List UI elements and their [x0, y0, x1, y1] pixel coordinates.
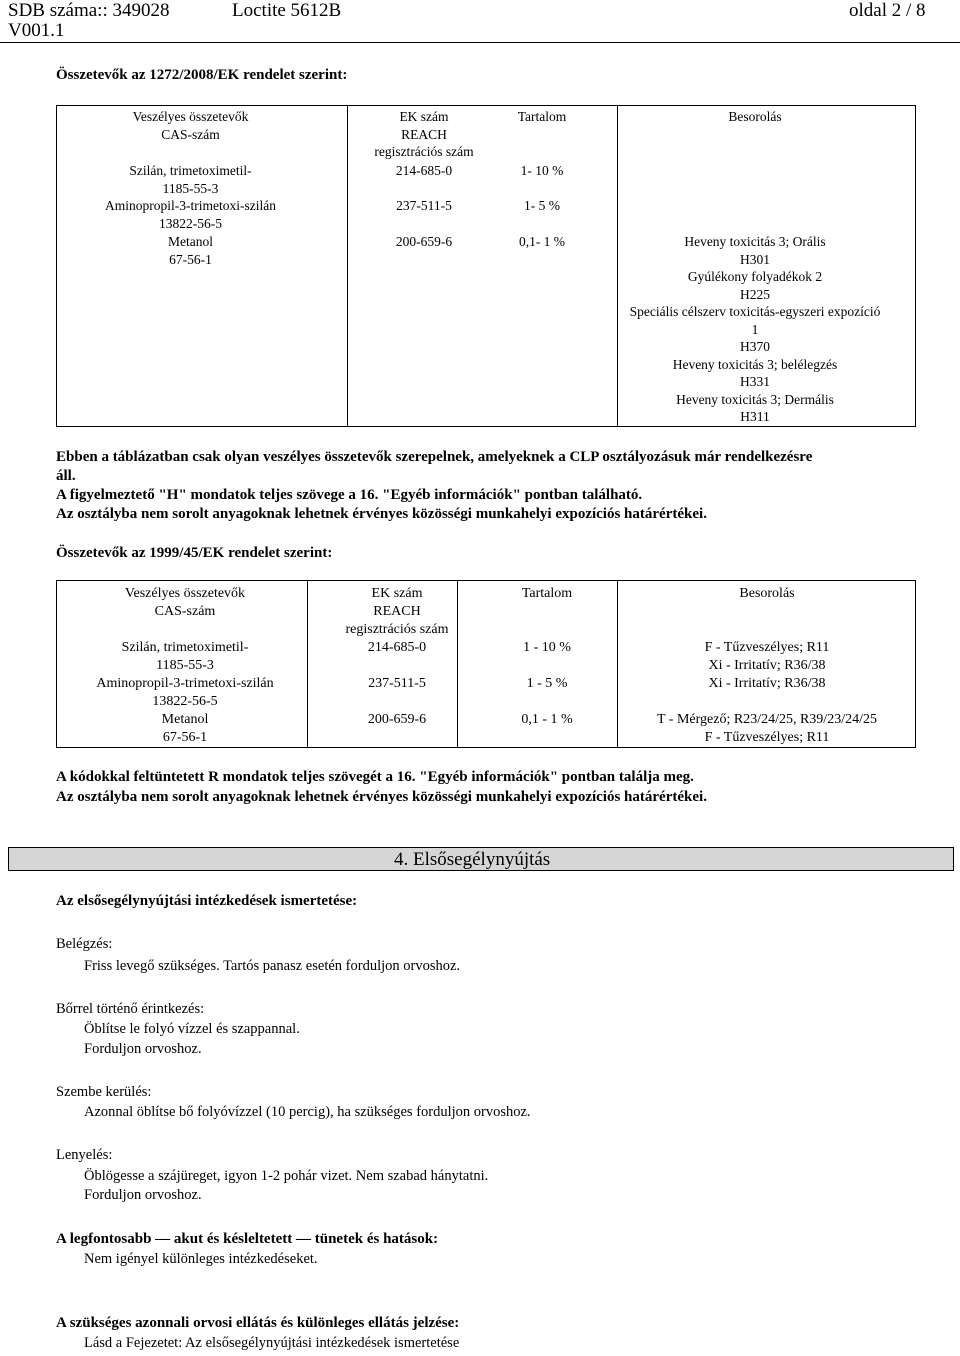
header-hazardous: Veszélyes összetevők — [132, 109, 249, 124]
ingredient-ec: 214-685-0 — [367, 640, 427, 655]
header-classification: Besorolás — [728, 109, 782, 124]
header-ec: EK szám — [399, 109, 449, 124]
ingredients-table-1272 — [56, 105, 916, 427]
note-exposure-limits: Az osztályba nem sorolt anyagoknak lehetnek érvényes közösségi munkahelyi expozíciós határértékei. — [56, 506, 707, 522]
ingestion-text: Öblögesse a szájüreget, igyon 1-2 pohár vizet. Nem szabad hánytatni. — [84, 1168, 489, 1184]
skin-contact-label: Bőrrel történő érintkezés: — [56, 1001, 205, 1017]
ingredient-cas: 67-56-1 — [162, 730, 208, 745]
ingredient-cas: 13822-56-5 — [159, 215, 222, 231]
medical-care-text: Lásd a Fejezetet: Az elsősegélynyújtási intézkedések ismertetése — [84, 1335, 460, 1351]
note-h-statements: A figyelmeztető "H" mondatok teljes szövege a 16. "Egyéb információk" pontban található. — [56, 487, 643, 503]
ingredient-cas: 13822-56-5 — [152, 694, 218, 709]
section-1272-title: Összetevők az 1272/2008/EK rendelet szerint: — [56, 67, 348, 83]
version: V001.1 — [8, 20, 65, 41]
classification-line: 1 — [751, 321, 759, 337]
classification-line: Heveny toxicitás 3; belélegzés — [672, 356, 838, 372]
note-r-phrases: A kódokkal feltüntetett R mondatok teljes szövegét a 16. "Egyéb információk" pontban találja meg. — [56, 769, 694, 785]
ingredient-cas: 1185-55-3 — [162, 180, 219, 196]
eye-contact-text: Azonnal öblítse bő folyóvízzel (10 percig), ha szükséges forduljon orvoshoz. — [84, 1104, 531, 1120]
ingredient-name: Aminopropil-3-trimetoxi-szilán — [96, 676, 274, 691]
sds-number: SDB száma:: 349028 — [8, 0, 170, 21]
ingestion-label: Lenyelés: — [56, 1147, 113, 1163]
header-ec: EK szám — [371, 586, 423, 601]
classification-line: Heveny toxicitás 3; Orális — [684, 234, 826, 249]
eye-contact-label: Szembe kerülés: — [56, 1084, 152, 1100]
ingredient-content: 1 - 5 % — [526, 676, 568, 691]
ingredient-name: Szilán, trimetoximetil- — [121, 640, 249, 655]
header-divider — [0, 42, 960, 43]
ingredient-name: Aminopropil-3-trimetoxi-szilán — [105, 198, 276, 213]
header-reg-number: regisztrációs szám — [374, 144, 474, 159]
ingredient-ec: 237-511-5 — [368, 676, 426, 691]
classification-line: Xi - Irritatív; R36/38 — [708, 676, 826, 691]
header-cas: CAS-szám — [161, 126, 220, 142]
header-classification: Besorolás — [739, 586, 795, 601]
ingredient-ec: 200-659-6 — [367, 712, 427, 727]
classification-line: Speciális célszerv toxicitás-egyszeri expozíció — [629, 304, 881, 319]
classification-line: Xi - Irritatív; R36/38 — [708, 658, 826, 673]
ingredient-ec: 237-511-5 — [396, 198, 452, 213]
classification-line: Gyúlékony folyadékok 2 — [687, 269, 823, 284]
header-content: Tartalom — [517, 109, 567, 124]
ingredient-cas: 1185-55-3 — [156, 658, 214, 673]
header-reach: REACH — [401, 126, 447, 142]
note-clp: Ebben a táblázatban csak olyan veszélyes összetevők szerepelnek, amelyeknek a CLP osztályozásuk már rendelkezésre — [56, 449, 813, 465]
note-exposure-limits: Az osztályba nem sorolt anyagoknak lehetnek érvényes közösségi munkahelyi expozíciós határértékei. — [56, 789, 707, 805]
section-4-title: 4. Elsősegélynyújtás — [394, 849, 551, 870]
ingredient-name: Szilán, trimetoximetil- — [129, 163, 252, 178]
ingredient-content: 1- 10 % — [520, 163, 564, 178]
note-clp-cont: áll. — [56, 468, 76, 484]
header-cas: CAS-szám — [154, 604, 216, 619]
ingredient-name: Metanol — [168, 234, 213, 249]
classification-line: H331 — [740, 374, 770, 389]
classification-line: T - Mérgező; R23/24/25, R39/23/24/25 — [657, 712, 877, 727]
classification-line: H370 — [740, 339, 770, 354]
skin-contact-text: Forduljon orvoshoz. — [84, 1041, 202, 1057]
symptoms-title: A legfontosabb — akut és késleltetett — tünetek és hatások: — [56, 1231, 439, 1247]
first-aid-subtitle: Az elsősegélynyújtási intézkedések ismertetése: — [56, 893, 358, 909]
classification-line: H225 — [740, 286, 770, 302]
classification-line: F - Tűzveszélyes; R11 — [704, 640, 830, 655]
classification-line: H301 — [740, 251, 770, 267]
ingestion-text: Forduljon orvoshoz. — [84, 1187, 202, 1203]
page-number: oldal 2 / 8 — [849, 0, 926, 21]
product-name: Loctite 5612B — [232, 0, 342, 21]
medical-care-title: A szükséges azonnali orvosi ellátás és különleges ellátás jelzése: — [56, 1315, 460, 1331]
section-1999-title: Összetevők az 1999/45/EK rendelet szerint: — [56, 545, 333, 561]
ingredient-content: 1 - 10 % — [523, 640, 571, 655]
ingredient-content: 1- 5 % — [524, 198, 560, 213]
header-content: Tartalom — [521, 586, 573, 601]
ingredient-cas: 67-56-1 — [169, 251, 212, 267]
classification-line: H311 — [740, 409, 770, 424]
ingredients-table-1999 — [56, 580, 916, 748]
ingredient-name: Metanol — [161, 712, 209, 727]
inhalation-label: Belégzés: — [56, 936, 113, 952]
header-hazardous: Veszélyes összetevők — [124, 586, 246, 601]
ingredient-ec: 200-659-6 — [395, 234, 453, 249]
header-reach: REACH — [373, 604, 421, 619]
inhalation-text: Friss levegő szükséges. Tartós panasz esetén forduljon orvoshoz. — [84, 958, 461, 974]
skin-contact-text: Öblítse le folyó vízzel és szappannal. — [84, 1021, 300, 1037]
classification-line: Heveny toxicitás 3; Dermális — [676, 391, 834, 407]
ingredient-content: 0,1- 1 % — [518, 234, 566, 249]
classification-line: F - Tűzveszélyes; R11 — [704, 730, 830, 745]
header-reg-number: regisztrációs szám — [345, 622, 449, 637]
symptoms-text: Nem igényel különleges intézkedéseket. — [84, 1251, 318, 1267]
ingredient-ec: 214-685-0 — [395, 163, 453, 178]
ingredient-content: 0,1 - 1 % — [521, 712, 573, 727]
